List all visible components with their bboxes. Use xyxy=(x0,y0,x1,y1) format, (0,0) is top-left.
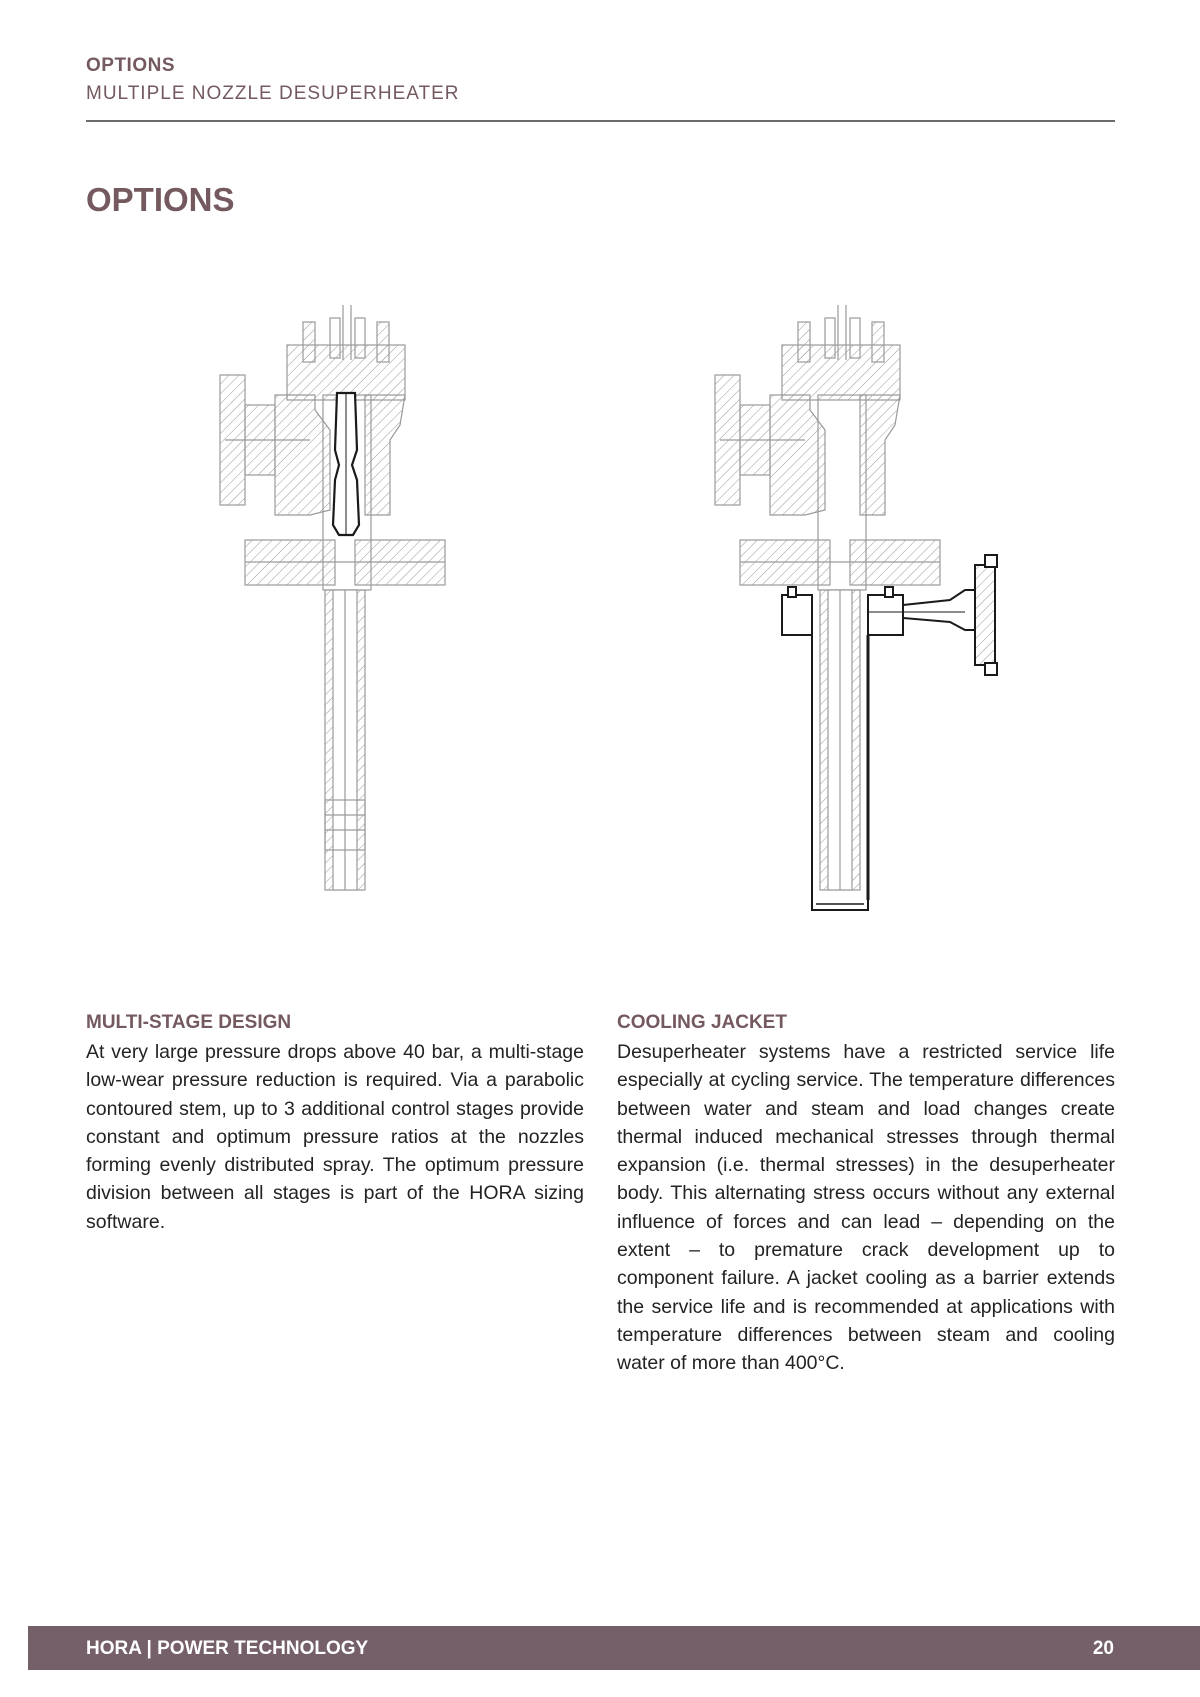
header-subtitle: MULTIPLE NOZZLE DESUPERHEATER xyxy=(86,83,460,104)
cooling-jacket-heading: COOLING JACKET xyxy=(617,1012,787,1033)
cooling-jacket-section xyxy=(617,1012,1115,1378)
footer-bar xyxy=(28,1626,1200,1670)
multi-stage-design-section xyxy=(86,1012,584,1236)
multi-stage-design-heading: MULTI-STAGE DESIGN xyxy=(86,1012,292,1033)
cooling-jacket-desuperheater-drawing xyxy=(710,300,1030,920)
multi-stage-desuperheater-drawing xyxy=(205,300,465,920)
page-number: 20 xyxy=(1092,1638,1114,1659)
footer-brand: HORA | POWER TECHNOLOGY xyxy=(86,1638,369,1659)
header-section-label: OPTIONS xyxy=(86,55,176,76)
page-title: OPTIONS xyxy=(86,181,235,218)
multi-stage-design-text: At very large pressure drops above 40 bar, a multi-stage low-wear pressure reduction is required. Via a parabolic contoured stem, up to 3 additional control stages provide constant and optimum pressure ratios at the nozzles forming evenly distributed spray. The optimum pressure division between all stages is part of the HORA sizing software. xyxy=(86,1041,584,1233)
header-divider xyxy=(86,120,1115,122)
cooling-jacket-text: Desuperheater systems have a restricted service life especially at cycling service. The temperature differences between water and steam and load changes create thermal induced mechanical stresses through thermal expansion (i.e. thermal stresses) in the desuperheater body. This alternating stress occurs without any external influence of forces and can lead – depending on the extent – to premature crack development up to component failure. A jacket cooling as a barrier extends the service life and is recommended at applications with temperature differences between steam and cooling water of more than 400°C. xyxy=(617,1041,1115,1375)
